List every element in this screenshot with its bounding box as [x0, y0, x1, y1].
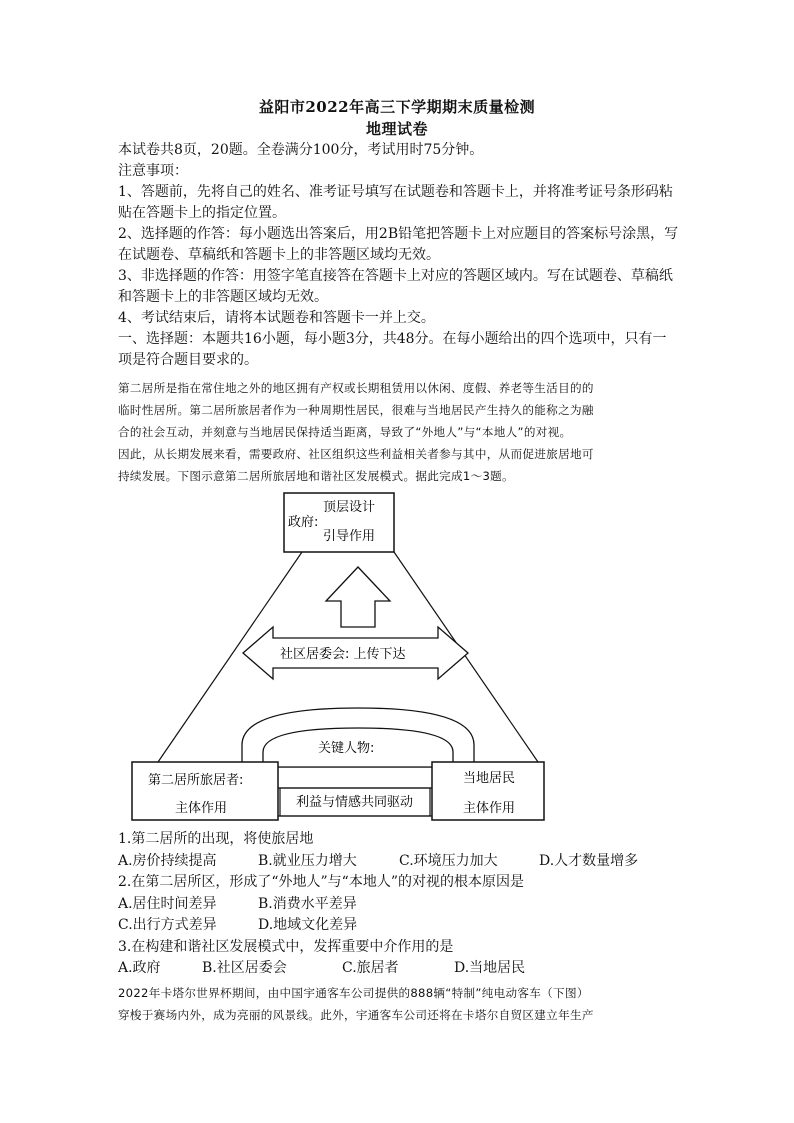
passage-line: 因此，从长期发展来看，需要政府、社区组织这些利益相关者参与其中，从而促进旅居地可	[118, 447, 594, 461]
instruction-line: 本试卷共8页，20题。全卷满分100分，考试用时75分钟。	[118, 142, 484, 158]
exam-subtitle: 地理试卷	[365, 120, 428, 138]
instruction-line: 3、非选择题的作答：用签字笔直接答在答题卡上对应的答题区域内。写在试题卷、草稿纸	[118, 268, 673, 284]
instruction-line: 在试题卷、草稿纸和答题卡上的非答题区域均无效。	[118, 247, 440, 263]
community-model-diagram	[118, 490, 558, 830]
sojourner-role: 主体作用	[175, 801, 228, 816]
passage-line: 合的社会互动，并刻意与当地居民保持适当距离，导致了“外地人”与“本地人”的对视。	[118, 425, 572, 439]
option: B.就业压力增大	[258, 852, 357, 869]
option: B.社区居委会	[202, 960, 287, 976]
questions	[118, 829, 678, 980]
local-resident-label: 当地居民	[463, 771, 516, 786]
instruction-line: 4、考试结束后，请将本试题卷和答题卡一并上交。	[118, 310, 435, 326]
drive-label: 利益与情感共同驱动	[296, 795, 414, 810]
option: A.居住时间差异	[118, 895, 217, 912]
question-options	[118, 958, 678, 980]
section-heading: 一、选择题：本题共16小题，每小题3分，共48分。在每小题给出的四个选项中，只有一	[118, 331, 667, 347]
committee-label: 社区居委会: 上传下达	[280, 647, 406, 662]
passage-line: 第二居所是指在常住地之外的地区拥有产权或长期租赁用以休闲、度假、养老等生活目的的	[118, 381, 594, 395]
option: C.出行方式差异	[118, 917, 217, 933]
passage-world-cup	[118, 983, 682, 1026]
local-resident-role: 主体作用	[463, 801, 516, 816]
passage-line: 2022年卡塔尔世界杯期间，由中国宇通客车公司提供的888辆“特制”纯电动客车（下图）	[118, 986, 589, 1000]
government-label: 政府:	[288, 515, 319, 530]
government-role-2: 引导作用	[323, 529, 376, 544]
option: B.消费水平差异	[258, 895, 357, 912]
government-role-1: 顶层设计	[323, 500, 376, 515]
instruction-line: 贴在答题卡上的指定位置。	[118, 205, 286, 221]
key-person-label: 关键人物:	[318, 741, 375, 756]
instructions	[118, 140, 680, 371]
option: A.房价持续提高	[118, 852, 217, 869]
option: C.旅居者	[342, 960, 399, 976]
instruction-line: 和答题卡上的非答题区域均无效。	[118, 289, 328, 305]
option: C.环境压力加大	[399, 852, 498, 869]
up-arrow	[326, 567, 390, 627]
option: D.地域文化差异	[258, 917, 358, 933]
question-stem: 3.在构建和谐社区发展模式中，发挥重要中介作用的是	[118, 938, 454, 955]
option: A.政府	[118, 960, 161, 976]
question-options	[118, 894, 678, 916]
instruction-line: 2、选择题的作答：每小题选出答案后，用2B铅笔把答题卡上对应题目的答案标号涂黑，写	[118, 226, 679, 242]
section-heading-cont: 项是符合题目要求的。	[118, 352, 258, 368]
passage-line: 持续发展。下图示意第二居所旅居地和谐社区发展模式。据此完成1～3题。	[118, 469, 514, 483]
passage-line: 临时性居所。第二居所旅居者作为一种周期性居民，很难与当地居民产生持久的能称之为融	[118, 403, 594, 417]
question-options	[118, 851, 678, 873]
sojourner-label: 第二居所旅居者:	[148, 773, 244, 788]
exam-title: 益阳市2022年高三下学期期末质量检测	[258, 98, 536, 116]
instruction-line: 注意事项：	[118, 163, 188, 179]
passage-second-home	[118, 377, 682, 487]
option: D.人才数量增多	[539, 852, 639, 869]
passage-line: 穿梭于赛场内外，成为亮丽的风景线。此外，宇通客车公司还将在卡塔尔自贸区建立年生产	[118, 1007, 594, 1022]
question-stem: 1.第二居所的出现，将使旅居地	[118, 831, 314, 847]
option: D.当地居民	[454, 960, 526, 976]
question-stem: 2.在第二居所区，形成了“外地人”与“本地人”的对视的根本原因是	[118, 874, 524, 890]
question-options	[118, 915, 678, 937]
instruction-line: 1、答题前，先将自己的姓名、准考证号填写在试题卷和答题卡上，并将准考证号条形码粘	[118, 184, 673, 200]
